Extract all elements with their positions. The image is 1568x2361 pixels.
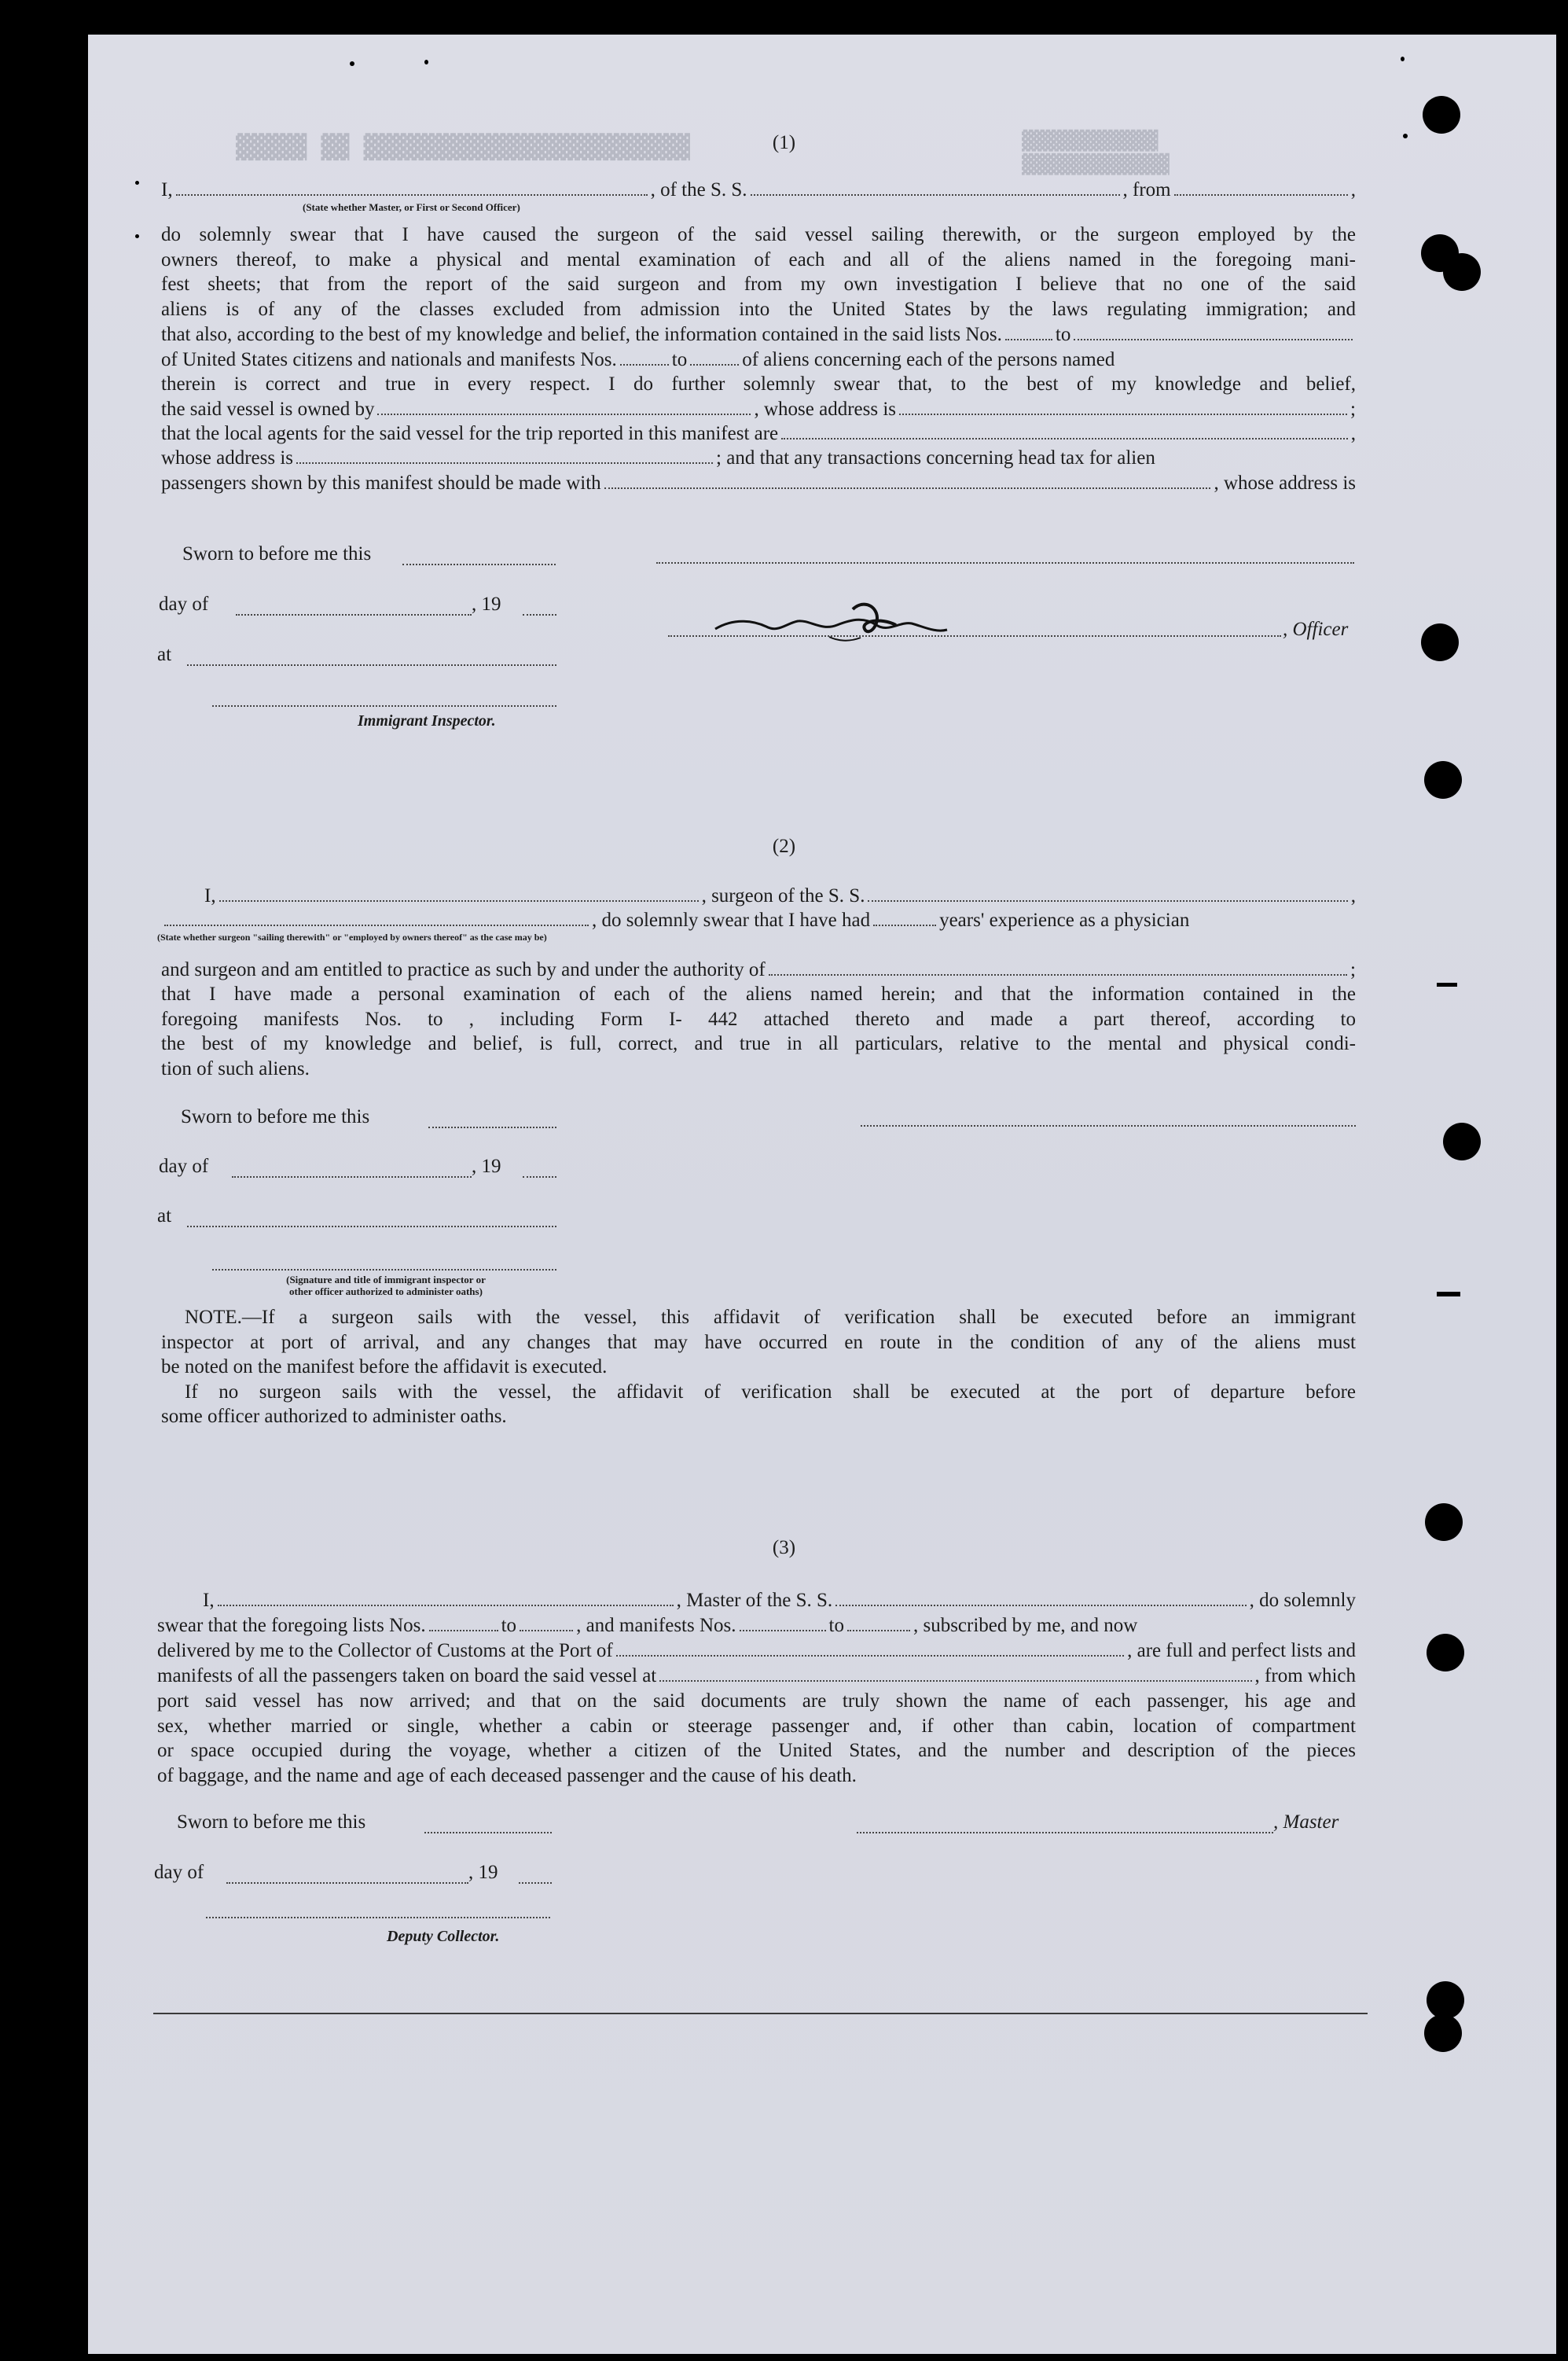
binder-hole <box>1427 1981 1464 2019</box>
binder-hole <box>1443 1123 1481 1160</box>
surgeon-vessel-field[interactable] <box>868 885 1347 902</box>
lists-from-field[interactable] <box>1005 324 1052 340</box>
sworn-date-field-2[interactable] <box>428 1127 556 1128</box>
master-vessel-field[interactable] <box>835 1590 1246 1606</box>
edge-mark <box>1437 1292 1460 1296</box>
foregoing-lists-line: swear that the foregoing lists Nos. to , and manifests Nos. to , subscribed by me, and now <box>157 1615 1138 1636</box>
owner-address-field[interactable] <box>899 399 1347 415</box>
vessel-name-field[interactable] <box>751 179 1120 196</box>
year-field-2[interactable] <box>523 1176 556 1178</box>
correct-line: therein is correct and true in every respect. I do further solemnly swear that, to the best of my knowledge and belief, <box>161 373 1356 395</box>
sworn-label-1: Sworn to before me this <box>182 543 372 565</box>
binder-hole <box>1424 761 1462 799</box>
lists-line: that also, according to the best of my knowledge and belief, the information contained in the said lists Nos. to <box>161 322 1356 347</box>
section-2-paragraph: that I have made a personal examination of each of the aliens named herein; and that the information contained in the foregoing manifests Nos. to , including Form I- 442 attached thereto and made a part thereof, according to the best of my knowledge and belief, is full, correct, and true in all particulars, relative to the mental and physical condi- tion of such aliens. <box>161 984 1356 1079</box>
officer-title: , Officer <box>1283 619 1349 640</box>
officer-note: (State whether Master, or First or Second Officer) <box>303 201 520 213</box>
lists-to-field[interactable] <box>1074 324 1353 340</box>
inspector-signature-line[interactable] <box>212 705 556 707</box>
binder-hole <box>1423 96 1460 134</box>
officer-name-field[interactable] <box>176 179 648 196</box>
binder-hole <box>1421 623 1459 661</box>
sworn-date-field-3[interactable] <box>424 1832 552 1833</box>
surgeon-signature-line[interactable] <box>861 1125 1356 1127</box>
master-manifests-to-field[interactable] <box>847 1615 910 1631</box>
agents-field[interactable] <box>781 423 1348 439</box>
signature-note: (Signature and title of immigrant inspector or other officer authorized to administer oaths) <box>286 1274 486 1297</box>
year-field-3[interactable] <box>519 1882 552 1884</box>
sworn-label-3: Sworn to before me this <box>177 1811 366 1833</box>
binder-hole <box>1424 2014 1462 2052</box>
manifests-to-field[interactable] <box>690 349 739 366</box>
authority-field[interactable] <box>769 959 1347 976</box>
agents-address-field[interactable] <box>296 447 713 464</box>
day-of-field-2[interactable] <box>232 1176 472 1178</box>
edge-mark <box>1437 983 1457 987</box>
authority-line: and surgeon and am entitled to practice as such by and under the authority of ; <box>161 959 1356 980</box>
at-label-2: at <box>157 1205 172 1226</box>
deputy-label: Deputy Collector. <box>387 1928 500 1945</box>
master-lists-from-field[interactable] <box>429 1615 498 1631</box>
sworn-label-2: Sworn to before me this <box>181 1106 370 1127</box>
customs-port-field[interactable] <box>616 1640 1124 1657</box>
boarding-port-field[interactable] <box>659 1665 1251 1682</box>
day-of-label-2: day of <box>159 1156 209 1177</box>
inspector-label: Immigrant Inspector. <box>358 712 496 730</box>
at-label-1: at <box>157 644 172 665</box>
owner-field[interactable] <box>377 399 751 415</box>
deputy-signature-line[interactable] <box>206 1917 550 1918</box>
surgeon-status-field[interactable] <box>164 910 589 926</box>
edge-mark <box>350 61 354 66</box>
edge-mark <box>1403 134 1408 138</box>
whose-address-line: whose address is ; and that any transactions concerning head tax for alien <box>161 447 1155 469</box>
at-field-2[interactable] <box>187 1226 556 1227</box>
bottom-rule <box>153 2013 1368 2014</box>
head-tax-contact-field[interactable] <box>604 473 1211 489</box>
years-experience-field[interactable] <box>873 910 936 926</box>
day-of-field-3[interactable] <box>226 1882 468 1884</box>
master-manifests-from-field[interactable] <box>740 1615 826 1631</box>
inspector-signature-line-2[interactable] <box>212 1269 556 1271</box>
officer-signature <box>711 594 994 664</box>
master-title: , Master <box>1273 1811 1339 1833</box>
officer-name-print-field[interactable] <box>656 562 1354 564</box>
master-name-field[interactable] <box>218 1590 674 1606</box>
year-label-1: , 19 <box>472 594 501 615</box>
at-field-1[interactable] <box>187 664 556 666</box>
master-line: I, , Master of the S. S. , do solemnly <box>203 1590 1356 1611</box>
year-label-3: , 19 <box>468 1862 498 1883</box>
surgeon-line: I, , surgeon of the S. S. , <box>204 885 1356 907</box>
note-paragraph: NOTE.—If a surgeon sails with the vessel, this affidavit of verification shall be executed before an immigrant inspector at port of arrival, and any changes that may have occurred en route in the condition of any of the aliens must be noted on the manifest before the affidavit is executed. If no surgeon sails with the vessel, the affidavit of verification shall be executed at the port of departure before some officer authorized to administer oaths. <box>161 1307 1356 1428</box>
delivered-line: delivered by me to the Collector of Customs at the Port of , are full and perfect lists and <box>157 1640 1356 1661</box>
binder-hole <box>1427 1634 1464 1671</box>
bleed-through-text: ▓▓▓▓▓▓▓▓▓▓▓▓ <box>1022 130 1159 152</box>
section-3-paragraph: port said vessel has now arrived; and that on the said documents are truly shown the name of each passenger, his age and sex, whether married or single, whether a cabin or steerage passenger and, if other than cabin, location of compartment or space occupied during the voyage, whether a citizen of the United States, and the number and description of the pieces of baggage, and the name and age of each deceased passenger and the cause of his death. <box>157 1690 1356 1786</box>
departure-port-field[interactable] <box>1174 179 1348 196</box>
taken-on-board-line: manifests of all the passengers taken on board the said vessel at , from which <box>157 1665 1356 1686</box>
bleed-through-text: ▓▓▓▓▓▓▓▓▓▓▓▓▓ <box>1022 153 1170 175</box>
sworn-date-field-1[interactable] <box>402 564 556 565</box>
edge-mark <box>424 60 428 64</box>
year-field-1[interactable] <box>523 614 556 616</box>
manifests-from-field[interactable] <box>620 349 669 366</box>
section-1-number: (1) <box>772 132 796 153</box>
section-2-number: (2) <box>772 836 796 857</box>
surgeon-name-field[interactable] <box>219 885 699 902</box>
surgeon-experience-line: , do solemnly swear that I have had years' experience as a physician <box>161 908 1356 932</box>
master-signature-line[interactable] <box>857 1832 1273 1833</box>
binder-hole <box>1425 1503 1463 1541</box>
surgeon-note: (State whether surgeon "sailing therewith" or "employed by owners thereof" as the case may be) <box>157 932 547 943</box>
owned-line: the said vessel is owned by , whose address is ; <box>161 399 1356 420</box>
passengers-line: passengers shown by this manifest should be made with , whose address is <box>161 473 1356 494</box>
master-lists-to-field[interactable] <box>520 1615 573 1631</box>
section-1-paragraph: do solemnly swear that I have caused the surgeon of the said vessel sailing therewith, or the surgeon employed by the owners thereof, to make a physical and mental examination of each and all of the aliens named in the foregoing mani- fest sheets; that from the report of the said surgeon and from my own investigation I believe that no one of the said aliens is of any of the classes excluded from admission into the United States by the laws regulating immigration; and <box>161 224 1356 320</box>
agents-line: that the local agents for the said vessel for the trip reported in this manifest are , <box>161 423 1356 444</box>
officer-line: I, , of the S. S. , from , <box>161 179 1356 200</box>
edge-mark <box>135 234 139 238</box>
binder-hole <box>1443 253 1481 291</box>
edge-mark <box>1401 57 1405 61</box>
year-label-2: , 19 <box>472 1156 501 1177</box>
day-of-field-1[interactable] <box>236 614 472 616</box>
edge-mark <box>135 181 139 185</box>
bleed-through-text: ▓▓▓▓▓ ▓▓ ▓▓▓▓▓▓▓▓▓▓▓▓▓▓▓▓▓▓▓▓▓▓▓ <box>236 134 690 161</box>
day-of-label-1: day of <box>159 594 209 615</box>
citizens-line: of United States citizens and nationals and manifests Nos. to of aliens concerning each of the persons named <box>161 349 1115 370</box>
section-3-number: (3) <box>772 1537 796 1558</box>
day-of-label-3: day of <box>154 1862 204 1883</box>
